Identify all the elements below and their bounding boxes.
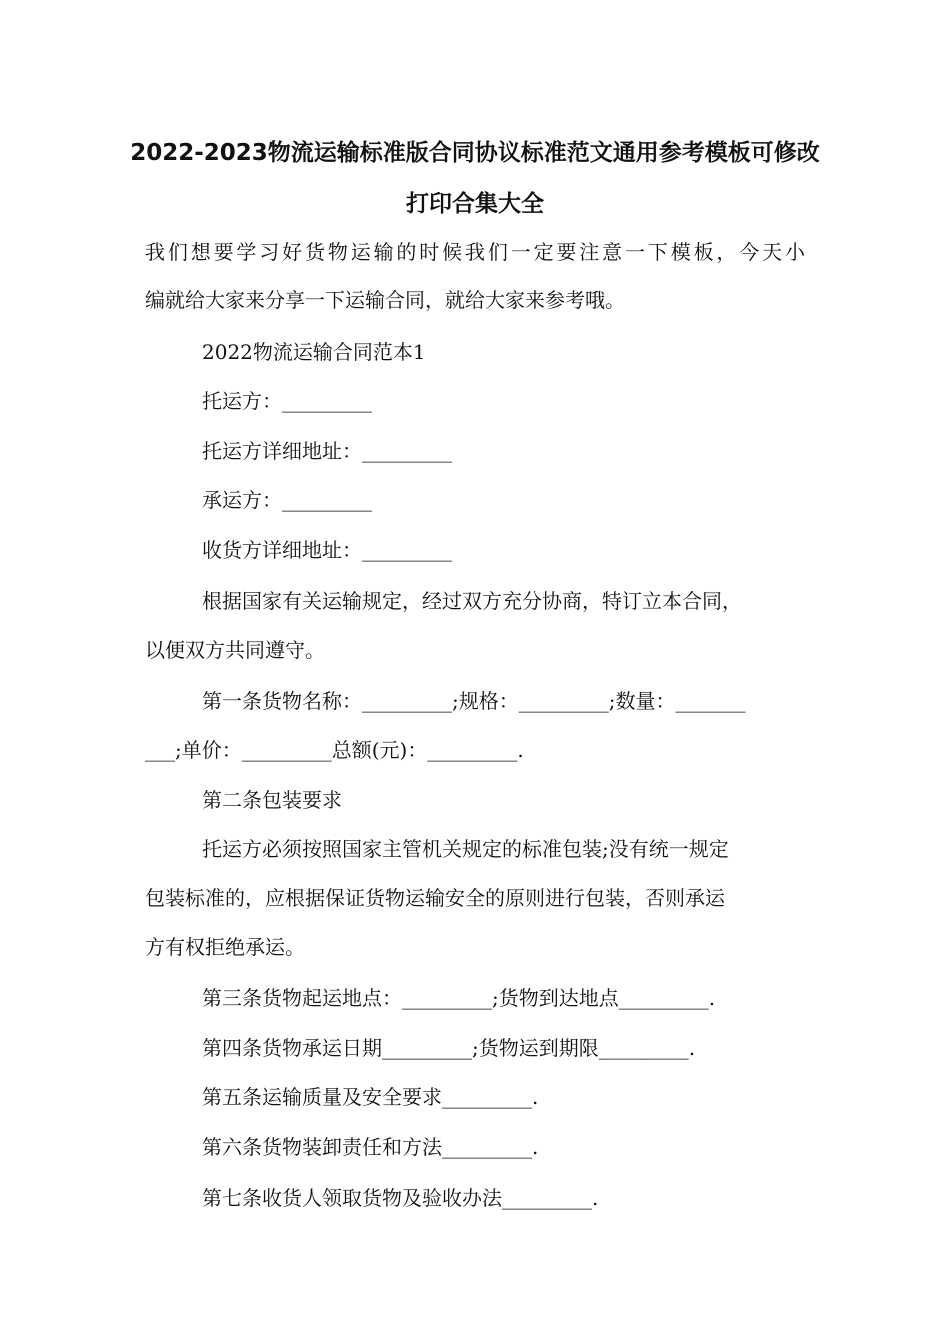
article-2-line-2: 包装标准的，应根据保证货物运输安全的原则进行包装，否则承运 [145, 886, 725, 910]
article-1-line-1: 第一条货物名称：_________;规格：_________;数量：_______ [202, 689, 746, 713]
intro-paragraph-line-1: 我们想要学习好货物运输的时候我们一定要注意一下模板，今天小 [145, 240, 805, 264]
article-4: 第四条货物承运日期_________;货物运到期限_________. [202, 1036, 696, 1060]
intro-paragraph-line-2: 编就给大家来分享一下运输合同，就给大家来参考哦。 [145, 288, 625, 312]
article-7: 第七条收货人领取货物及验收办法_________. [202, 1186, 599, 1210]
article-3: 第三条货物起运地点：_________;货物到达地点_________. [202, 986, 716, 1010]
carrier-field: 承运方：_________ [202, 488, 372, 512]
article-2-line-3: 方有权拒绝承运。 [145, 935, 305, 959]
preamble-line-1: 根据国家有关运输规定，经过双方充分协商，特订立本合同， [202, 589, 742, 613]
shipper-field: 托运方：_________ [202, 389, 372, 413]
document-title-line-1: 2022-2023物流运输标准版合同协议标准范文通用参考模板可修改 [130, 140, 820, 166]
consignee-address-field: 收货方详细地址：_________ [202, 538, 452, 562]
article-1-line-2: ___;单价：_________总额(元)：_________. [145, 738, 524, 762]
shipper-address-field: 托运方详细地址：_________ [202, 439, 452, 463]
article-2-heading: 第二条包装要求 [202, 788, 342, 812]
preamble-line-2: 以便双方共同遵守。 [145, 638, 325, 662]
article-5: 第五条运输质量及安全要求_________. [202, 1085, 539, 1109]
article-6: 第六条货物装卸责任和方法_________. [202, 1135, 539, 1159]
document-title-line-2: 打印合集大全 [406, 191, 544, 217]
sample-heading: 2022物流运输合同范本1 [202, 340, 426, 364]
article-2-line-1: 托运方必须按照国家主管机关规定的标准包装;没有统一规定 [202, 837, 729, 861]
